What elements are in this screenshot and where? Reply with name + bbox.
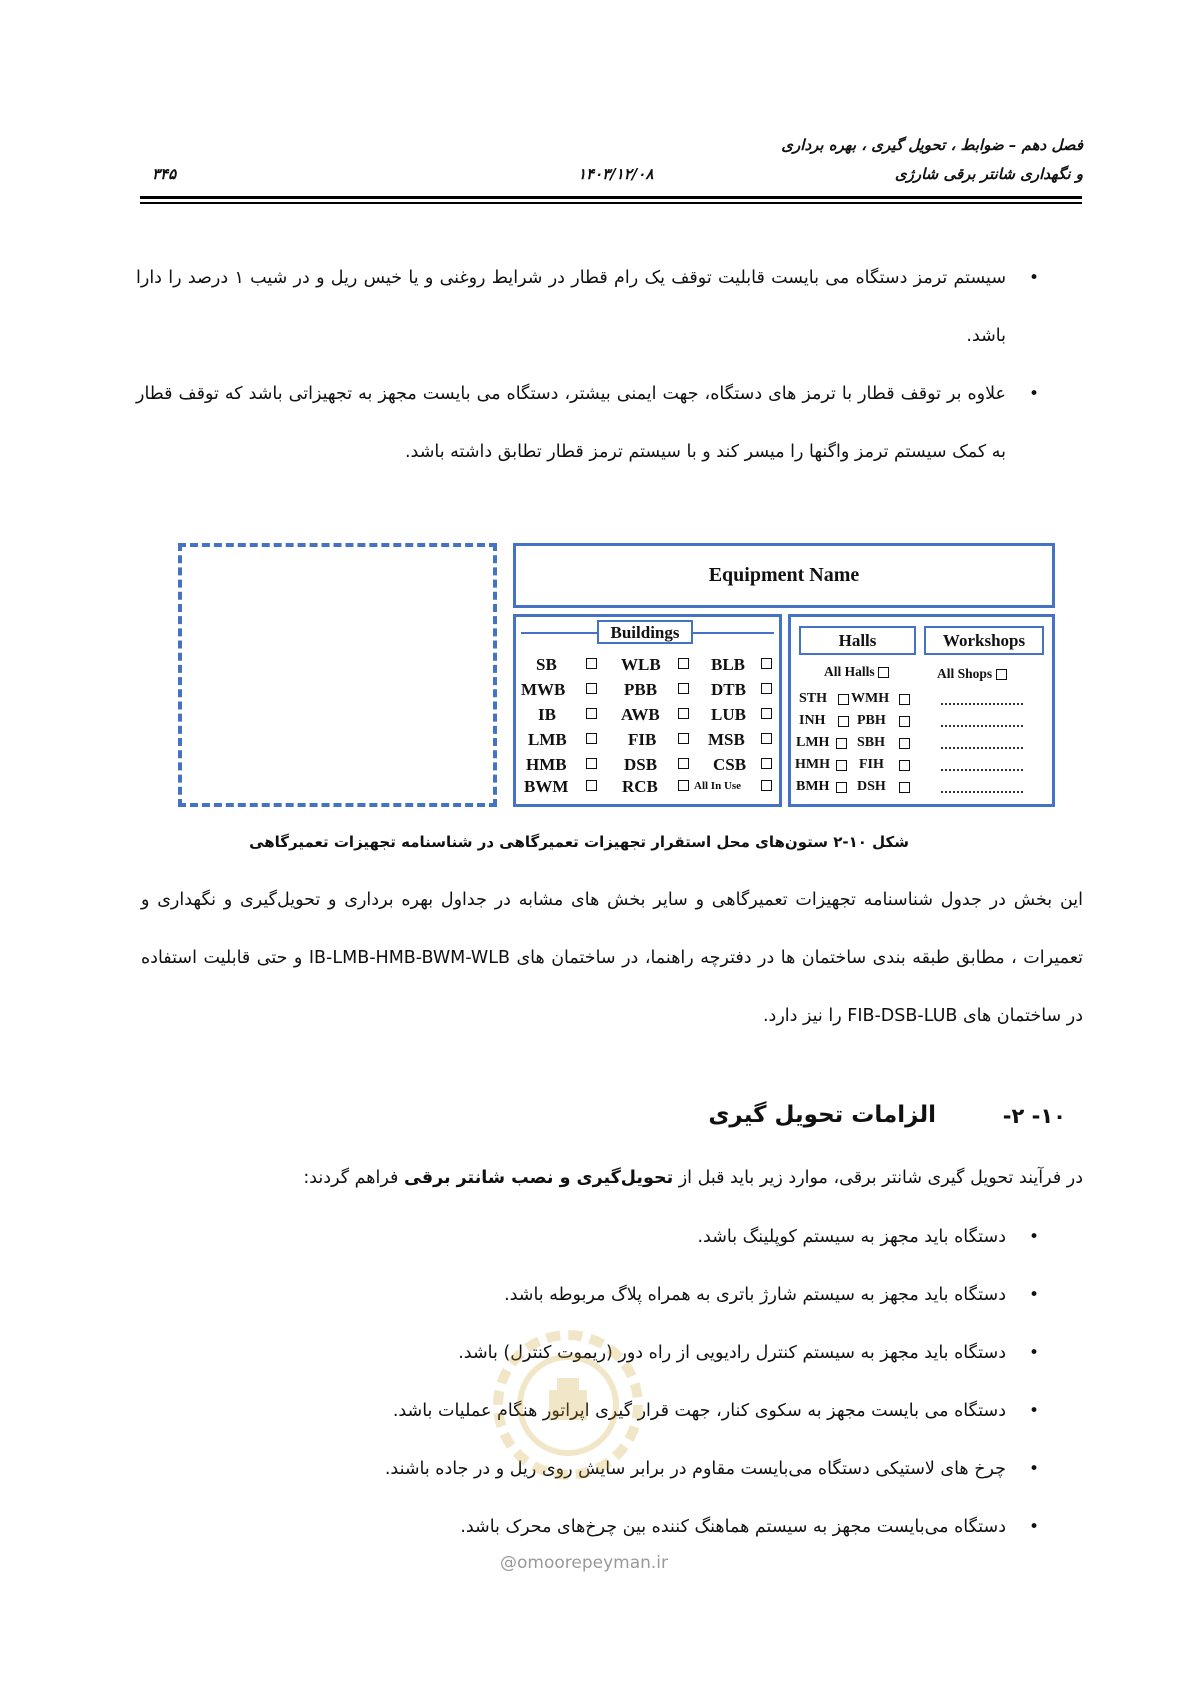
- building-checkbox[interactable]: [678, 733, 689, 744]
- list-item: • دستگاه می بایست مجهز به سکوی کنار، جهت قرار گیری اپراتور هنگام عملیات باشد.: [136, 1382, 1006, 1440]
- workshop-blank-line: [941, 790, 1023, 793]
- all-halls-checkbox[interactable]: [878, 667, 889, 678]
- building-code: PBB: [624, 680, 658, 699]
- halls-title: Halls: [799, 626, 916, 655]
- hall-checkbox[interactable]: [899, 694, 910, 705]
- workshop-blank-line: [941, 768, 1023, 771]
- building-checkbox[interactable]: [678, 683, 689, 694]
- hall-code: HMH: [795, 757, 830, 772]
- list-item: • دستگاه باید مجهز به سیستم کنترل رادیویی از راه دور (ریموت کنترل) باشد.: [136, 1324, 1006, 1382]
- section-title: الزامات تحویل گیری: [708, 1102, 936, 1128]
- building-code: CSB: [713, 755, 747, 774]
- list-item: • دستگاه باید مجهز به سیستم کوپلینگ باشد.: [136, 1208, 1006, 1266]
- buildings-title: Buildings: [597, 620, 693, 644]
- equipment-name-label: Equipment Name: [708, 564, 860, 586]
- hall-checkbox[interactable]: [836, 738, 847, 749]
- building-checkbox[interactable]: [761, 683, 772, 694]
- workshops-title: Workshops: [924, 626, 1044, 655]
- building-checkbox[interactable]: [761, 780, 772, 791]
- building-checkbox[interactable]: [761, 708, 772, 719]
- building-checkbox[interactable]: [586, 780, 597, 791]
- body-paragraph: این بخش در جدول شناسنامه تجهیزات تعمیرگاهی و سایر بخش های مشابه در جداول بهره برداری و تحویل‌گیری و نگهداری و تعمیرات ، مطابق طبقه بندی ساختمان ها در دفترچه راهنما، در ساختمان های IB-LMB-HMB-BWM-WLB و حتی قابلیت استفاده در ساختمان های FIB-DSB-LUB را نیز دارد.: [141, 890, 1084, 1026]
- building-code: LMB: [528, 730, 567, 749]
- hall-checkbox[interactable]: [838, 694, 849, 705]
- watermark-logo-icon: [483, 1320, 653, 1490]
- hall-code: WMH: [851, 691, 890, 706]
- building-code: MSB: [708, 730, 745, 749]
- building-code: AWB: [621, 705, 660, 724]
- building-code: FIB: [628, 730, 657, 749]
- header-rule-thick: [140, 196, 1082, 199]
- list-item: • چرخ های لاستیکی دستگاه می‌بایست مقاوم در برابر سایش روی ریل و در جاده باشند.: [136, 1440, 1006, 1498]
- intro-bold-text: تحویل‌گیری و نصب شانتر برقی: [403, 1168, 674, 1188]
- building-checkbox[interactable]: [678, 658, 689, 669]
- buildings-panel: [513, 614, 782, 807]
- intro-paragraph: [141, 1149, 1083, 1207]
- building-checkbox[interactable]: [586, 658, 597, 669]
- building-code: WLB: [621, 655, 661, 674]
- hall-code: SBH: [857, 735, 886, 750]
- building-checkbox[interactable]: [678, 758, 689, 769]
- header-rule-thin: [140, 202, 1082, 204]
- building-checkbox[interactable]: [678, 780, 689, 791]
- building-checkbox[interactable]: [586, 733, 597, 744]
- building-code: MWB: [521, 680, 566, 699]
- watermark-text: @omoorepeyman.ir: [500, 1553, 669, 1573]
- buildings-grid: [516, 655, 779, 815]
- building-code: DSB: [624, 755, 658, 774]
- workshop-blank-line: [941, 724, 1023, 727]
- equipment-name-box: [513, 543, 1055, 608]
- intro-text-end: فراهم گردند:: [303, 1168, 404, 1188]
- list-item: • علاوه بر توقف قطار با ترمز های دستگاه، جهت ایمنی بیشتر، دستگاه می بایست مجهز به تجهیزاتی باشد که توقف قطار به کمک سیستم ترمز واگنها را میسر کند و با سیستم ترمز قطار تطابق داشته باشد.: [136, 365, 1006, 481]
- building-code: SB: [536, 655, 557, 674]
- empty-dashed-frame: [178, 543, 497, 807]
- hall-checkbox[interactable]: [836, 782, 847, 793]
- building-code: HMB: [526, 755, 567, 774]
- building-checkbox[interactable]: [586, 708, 597, 719]
- all-shops-checkbox[interactable]: [996, 669, 1007, 680]
- building-checkbox[interactable]: [761, 758, 772, 769]
- list-item: • دستگاه باید مجهز به سیستم شارژ باتری به همراه پلاگ مربوطه باشد.: [136, 1266, 1006, 1324]
- hall-checkbox[interactable]: [899, 782, 910, 793]
- hall-code: PBH: [857, 713, 886, 728]
- all-halls-text: All Halls: [824, 664, 875, 679]
- workshop-blank-line: [941, 746, 1023, 749]
- building-code: BWM: [524, 777, 569, 796]
- page-number: ۳۴۵: [152, 165, 177, 183]
- hall-checkbox[interactable]: [836, 760, 847, 771]
- halls-workshops-panel: [788, 614, 1055, 807]
- chapter-title-line2: و نگهداری شانتر برقی شارژی: [894, 165, 1083, 183]
- chapter-title-line1: فصل دهم – ضوابط ، تحویل گیری ، بهره برداری: [781, 136, 1083, 154]
- building-checkbox[interactable]: [761, 733, 772, 744]
- building-code: BLB: [711, 655, 746, 674]
- header-date: ۱۴۰۳/۱۲/۰۸: [578, 165, 654, 183]
- building-code: DTB: [711, 680, 746, 699]
- all-halls-label: [824, 664, 889, 680]
- section-number: ۱۰- ۲-: [1002, 1104, 1066, 1128]
- intro-text: در فرآیند تحویل گیری شانتر برقی، موارد زیر باید قبل از: [673, 1168, 1083, 1188]
- building-code: LUB: [711, 705, 746, 724]
- halls-grid: [791, 691, 941, 806]
- hall-checkbox[interactable]: [899, 738, 910, 749]
- building-checkbox[interactable]: [678, 708, 689, 719]
- hall-checkbox[interactable]: [838, 716, 849, 727]
- hall-code: BMH: [796, 779, 830, 794]
- hall-code: STH: [799, 691, 828, 706]
- hall-checkbox[interactable]: [899, 716, 910, 727]
- workshop-blank-line: [941, 702, 1023, 705]
- list-item: • سیستم ترمز دستگاه می بایست قابلیت توقف یک رام قطار در شرایط روغنی و یا خیس ریل و در شیب ۱ درصد را دارا باشد.: [136, 249, 1006, 365]
- hall-code: LMH: [796, 735, 830, 750]
- hall-checkbox[interactable]: [899, 760, 910, 771]
- building-checkbox[interactable]: [586, 683, 597, 694]
- hall-code: DSH: [857, 779, 886, 794]
- all-shops-label: [937, 666, 1007, 682]
- building-code: IB: [538, 705, 556, 724]
- building-code: RCB: [622, 777, 658, 796]
- top-bullet-list: [136, 249, 1006, 481]
- hall-code: FIH: [859, 757, 884, 772]
- building-code: All In Use: [694, 780, 742, 792]
- list-item: • دستگاه می‌بایست مجهز به سیستم هماهنگ کننده بین چرخ‌های محرک باشد.: [136, 1498, 1006, 1556]
- building-checkbox[interactable]: [761, 658, 772, 669]
- all-shops-text: All Shops: [937, 666, 993, 681]
- figure-caption: شکل ۱۰-۲ ستون‌های محل استقرار تجهیزات تعمیرگاهی در شناسنامه تجهیزات تعمیرگاهی: [249, 833, 909, 851]
- building-checkbox[interactable]: [586, 758, 597, 769]
- hall-code: INH: [799, 713, 826, 728]
